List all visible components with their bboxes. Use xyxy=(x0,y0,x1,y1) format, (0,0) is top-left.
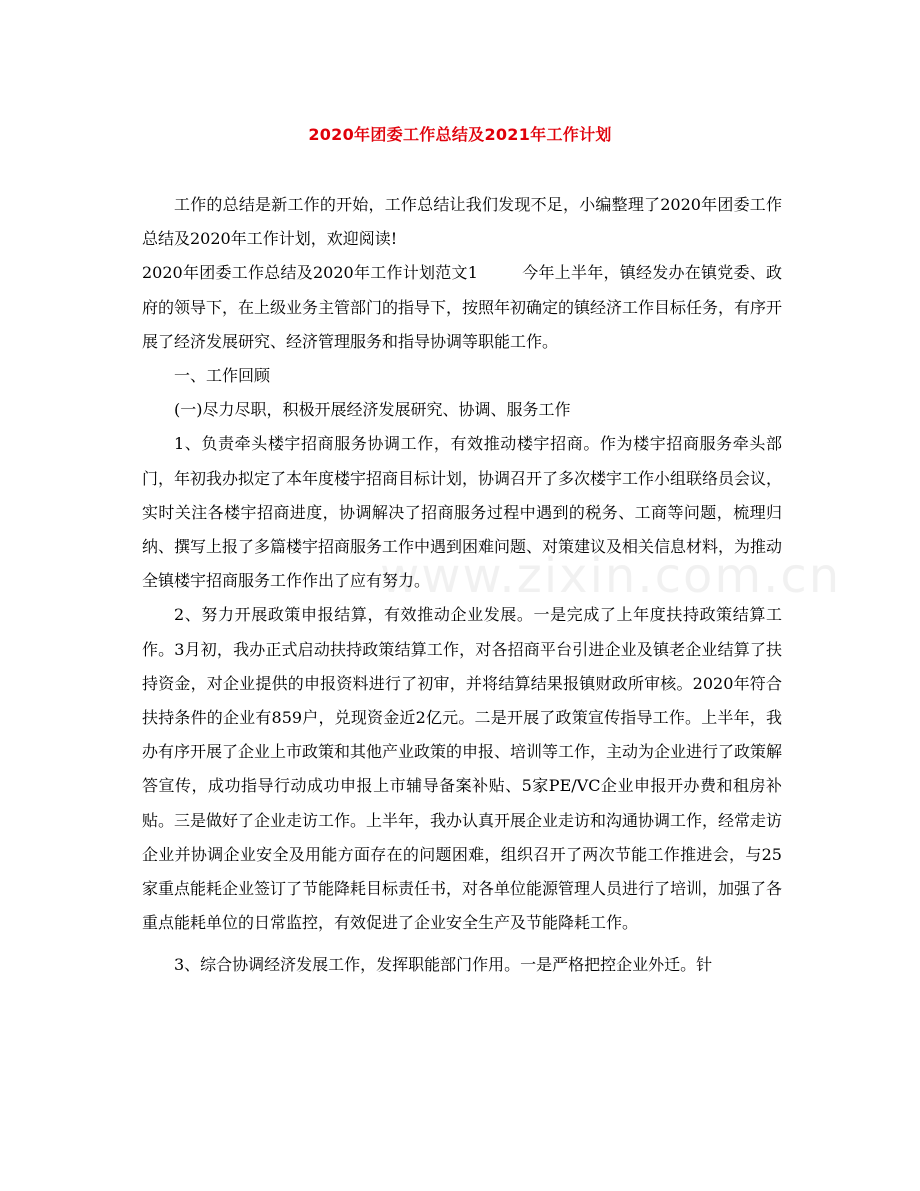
intro-paragraph: 工作的总结是新工作的开始，工作总结让我们发现不足，小编整理了2020年团委工作总结及2020年工作计划，欢迎阅读! xyxy=(142,195,782,249)
document-title: 2020年团委工作总结及2021年工作计划 xyxy=(308,125,612,144)
sample-text: 今年上半年，镇经发办在镇党委、政府的领导下，在上级业务主管部门的指导下，按照年初确定的镇经济工作目标任务，有序开展了经济发展研究、经济管理服务和指导协调等职能工作。 xyxy=(142,263,783,351)
section-heading: 一、工作回顾 xyxy=(174,366,271,386)
sample-label: 2020年团委工作总结及2020年工作计划范文1 xyxy=(142,263,478,283)
sample-paragraph xyxy=(142,256,782,359)
subsection-heading: (一)尽力尽职，积极开展经济发展研究、协调、服务工作 xyxy=(174,400,571,420)
document-body xyxy=(142,188,782,983)
item-2-paragraph: 2、努力开展政策申报结算，有效推动企业发展。一是完成了上年度扶持政策结算工作。3月初，我办正式启动扶持政策结算工作，对各招商平台引进企业及镇老企业结算了扶持资金，对企业提供的申报资料进行了初审，并将结算结果报镇财政所审核。2020年符合扶持条件的企业有859户，兑现资金近2亿元。二是开展了政策宣传指导工作。上半年，我办有序开展了企业上市政策和其他产业政策的申报、培训等工作，主动为企业进行了政策解答宣传，成功指导行动成功申报上市辅导备案补贴、5家PE/VC企业申报开办费和租房补贴。三是做好了企业走访工作。上半年，我办认真开展企业走访和沟通协调工作，经常走访企业并协调企业安全及用能方面存在的问题困难，组织召开了两次节能工作推进会，与25家重点能耗企业签订了节能降耗目标责任书，对各单位能源管理人员进行了培训，加强了各重点能耗单位的日常监控，有效促进了企业安全生产及节能降耗工作。 xyxy=(142,605,783,933)
item-3-paragraph: 3、综合协调经济发展工作，发挥职能部门作用。一是严格把控企业外迁。针 xyxy=(174,955,713,975)
item-1-paragraph: 1、负责牵头楼宇招商服务协调工作，有效推动楼宇招商。作为楼宇招商服务牵头部门，年初我办拟定了本年度楼宇招商目标计划，协调召开了多次楼宇工作小组联络员会议，实时关注各楼宇招商进度，协调解决了招商服务过程中遇到的税务、工商等问题，梳理归纳、撰写上报了多篇楼宇招商服务工作中遇到困难问题、对策建议及相关信息材料，为推动全镇楼宇招商服务工作作出了应有努力。 xyxy=(142,434,783,591)
watermark: www.zixin.com.cn xyxy=(380,548,842,604)
